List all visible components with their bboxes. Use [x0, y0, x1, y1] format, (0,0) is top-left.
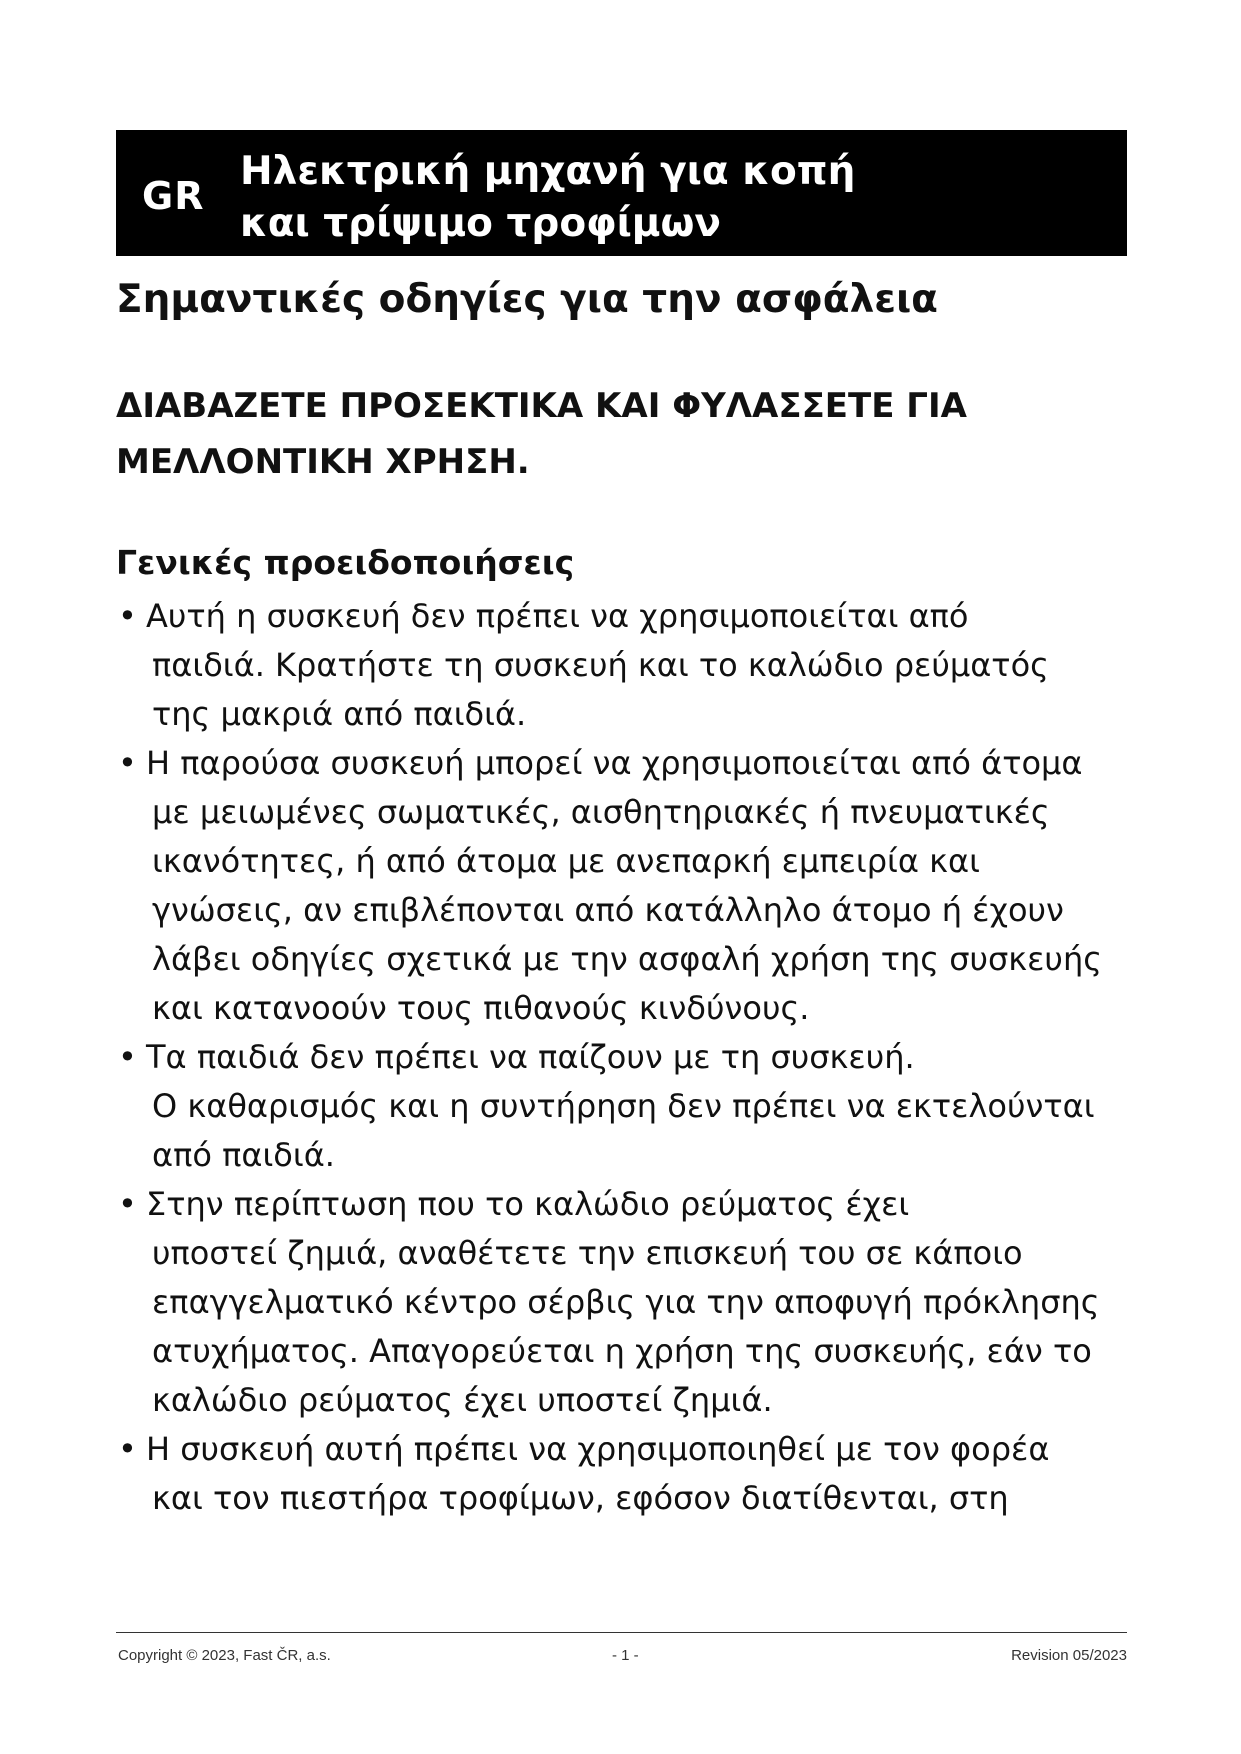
general-warnings-list: [116, 592, 1156, 1523]
warning-line: Ο καθαρισμός και η συντήρηση δεν πρέπει να εκτελούνται: [152, 1087, 1095, 1125]
read-carefully-notice: [116, 378, 967, 490]
section-title: Σημαντικές οδηγίες για την ασφάλεια: [116, 277, 938, 322]
warning-line: Η παρούσα συσκευή μπορεί να χρησιμοποιείται από άτομα: [146, 744, 1083, 782]
warning-line: από παιδιά.: [152, 1136, 335, 1174]
warning-item: [116, 1180, 1156, 1425]
warning-line: ικανότητες, ή από άτομα με ανεπαρκή εμπειρία και: [152, 842, 980, 880]
warning-line: Η συσκευή αυτή πρέπει να χρησιμοποιηθεί με τον φορέα: [146, 1430, 1050, 1468]
warning-line: Τα παιδιά δεν πρέπει να παίζουν με τη συσκευή.: [146, 1038, 915, 1076]
warning-line: παιδιά. Κρατήστε τη συσκευή και το καλώδιο ρεύματός: [152, 646, 1049, 684]
warning-line: γνώσεις, αν επιβλέπονται από κατάλληλο άτομο ή έχουν: [152, 891, 1064, 929]
footer-divider: [116, 1632, 1127, 1633]
warning-line: ατυχήματος. Απαγορεύεται η χρήση της συσκευής, εάν το: [152, 1332, 1092, 1370]
language-code: GR: [142, 174, 205, 218]
warning-line: Αυτή η συσκευή δεν πρέπει να χρησιμοποιείται από: [146, 597, 969, 635]
warning-item: [116, 1425, 1156, 1523]
warning-line: λάβει οδηγίες σχετικά με την ασφαλή χρήση της συσκευής: [152, 940, 1102, 978]
bullet-mark: •: [118, 1430, 137, 1468]
warning-item: [116, 1033, 1156, 1180]
notice-line-1: ΔΙΑΒΑΖΕΤΕ ΠΡΟΣΕΚΤΙΚΑ ΚΑΙ ΦΥΛΑΣΣΕΤΕ ΓΙΑ: [116, 386, 967, 426]
document-title-line-1: Ηλεκτρική μηχανή για κοπή: [240, 149, 856, 194]
footer-revision: Revision 05/2023: [1011, 1647, 1127, 1664]
bullet-mark: •: [118, 744, 137, 782]
header-bar: [116, 130, 1127, 256]
warning-line: και τον πιεστήρα τροφίμων, εφόσον διατίθενται, στη: [152, 1479, 1009, 1517]
warning-line: υποστεί ζημιά, αναθέτετε την επισκευή του σε κάποιο: [152, 1234, 1023, 1272]
warning-line: με μειωμένες σωματικές, αισθητηριακές ή πνευματικές: [152, 793, 1050, 831]
footer-copyright: Copyright © 2023, Fast ČR, a.s.: [118, 1647, 331, 1664]
general-warnings-heading: Γενικές προειδοποιήσεις: [116, 543, 575, 582]
bullet-mark: •: [118, 1185, 137, 1223]
warning-item: [116, 592, 1156, 739]
warning-item: [116, 739, 1156, 1033]
warning-line: της μακριά από παιδιά.: [152, 695, 527, 733]
warning-line: επαγγελματικό κέντρο σέρβις για την αποφυγή πρόκλησης: [152, 1283, 1100, 1321]
document-title: [240, 146, 855, 250]
document-title-line-2: και τρίψιμο τροφίμων: [240, 201, 721, 246]
warning-line: και κατανοούν τους πιθανούς κινδύνους.: [152, 989, 810, 1027]
bullet-mark: •: [118, 597, 137, 635]
bullet-mark: •: [118, 1038, 137, 1076]
warning-line: Στην περίπτωση που το καλώδιο ρεύματος έχει: [146, 1185, 910, 1223]
warning-line: καλώδιο ρεύματος έχει υποστεί ζημιά.: [152, 1381, 773, 1419]
footer-page-number: - 1 -: [612, 1647, 639, 1664]
notice-line-2: ΜΕΛΛΟΝΤΙΚΗ ΧΡΗΣΗ.: [116, 442, 530, 482]
